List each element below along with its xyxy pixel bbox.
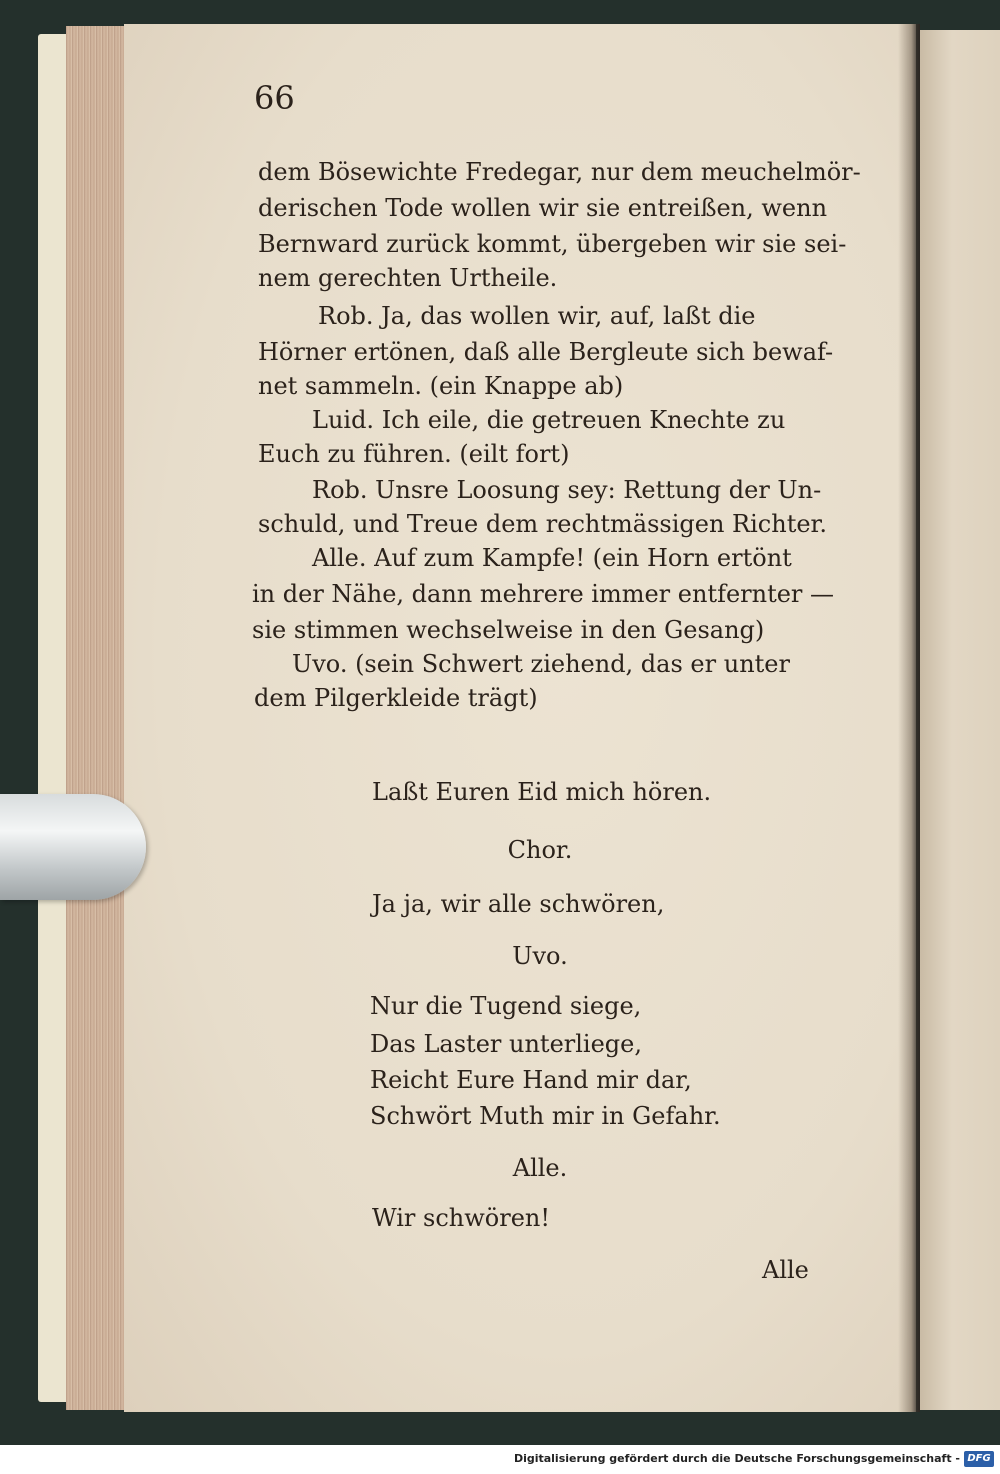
catchword: Alle <box>762 1256 809 1284</box>
dfg-logo: DFG <box>964 1451 994 1467</box>
page-gutter <box>898 24 920 1412</box>
verse-line: Ja ja, wir alle schwören, <box>372 890 665 918</box>
text-line: net sammeln. (ein Knappe ab) <box>258 372 624 400</box>
bookmark-clip <box>0 794 146 900</box>
facing-page-edge <box>920 30 1000 1410</box>
verse-line: Laßt Euren Eid mich hören. <box>372 778 712 806</box>
verse-line: Wir schwören! <box>372 1204 551 1232</box>
text-line: Rob. Unsre Loosung sey: Rettung der Un- <box>312 476 822 504</box>
text-line: Alle. Auf zum Kampfe! (ein Horn ertönt <box>312 544 792 572</box>
page-number: 66 <box>254 79 295 117</box>
speaker-name: Uvo. <box>512 942 568 970</box>
text-line: schuld, und Treue dem rechtmässigen Richter. <box>258 510 828 538</box>
verse-line: Nur die Tugend siege, <box>370 992 642 1020</box>
text-line: Uvo. (sein Schwert ziehend, das er unter <box>292 650 790 678</box>
text-line: dem Pilgerkleide trägt) <box>254 684 538 712</box>
text-line: nem gerechten Urtheile. <box>258 264 558 292</box>
text-line: in der Nähe, dann mehrere immer entfernter — <box>252 580 835 608</box>
footer-credit: Digitalisierung gefördert durch die Deutsche Forschungsgemeinschaft - <box>513 1452 960 1465</box>
text-line: Euch zu führen. (eilt fort) <box>258 440 570 468</box>
text-line: dem Bösewichte Fredegar, nur dem meuchelmör- <box>258 158 861 186</box>
page-edges <box>66 26 132 1410</box>
verse-line: Schwört Muth mir in Gefahr. <box>370 1102 721 1130</box>
text-line: Luid. Ich eile, die getreuen Knechte zu <box>312 406 786 434</box>
text-line: Rob. Ja, das wollen wir, auf, laßt die <box>318 302 756 330</box>
text-line: derischen Tode wollen wir sie entreißen, wenn <box>258 194 828 222</box>
speaker-name: Alle. <box>512 1154 568 1182</box>
text-line: Hörner ertönen, daß alle Bergleute sich bewaf- <box>258 338 834 366</box>
verse-line: Reicht Eure Hand mir dar, <box>370 1066 692 1094</box>
digitization-footer <box>0 1445 1000 1474</box>
text-line: Bernward zurück kommt, übergeben wir sie sei- <box>258 230 847 258</box>
verse-line: Das Laster unterliege, <box>370 1030 642 1058</box>
speaker-name: Chor. <box>507 836 573 864</box>
text-line: sie stimmen wechselweise in den Gesang) <box>252 616 765 644</box>
